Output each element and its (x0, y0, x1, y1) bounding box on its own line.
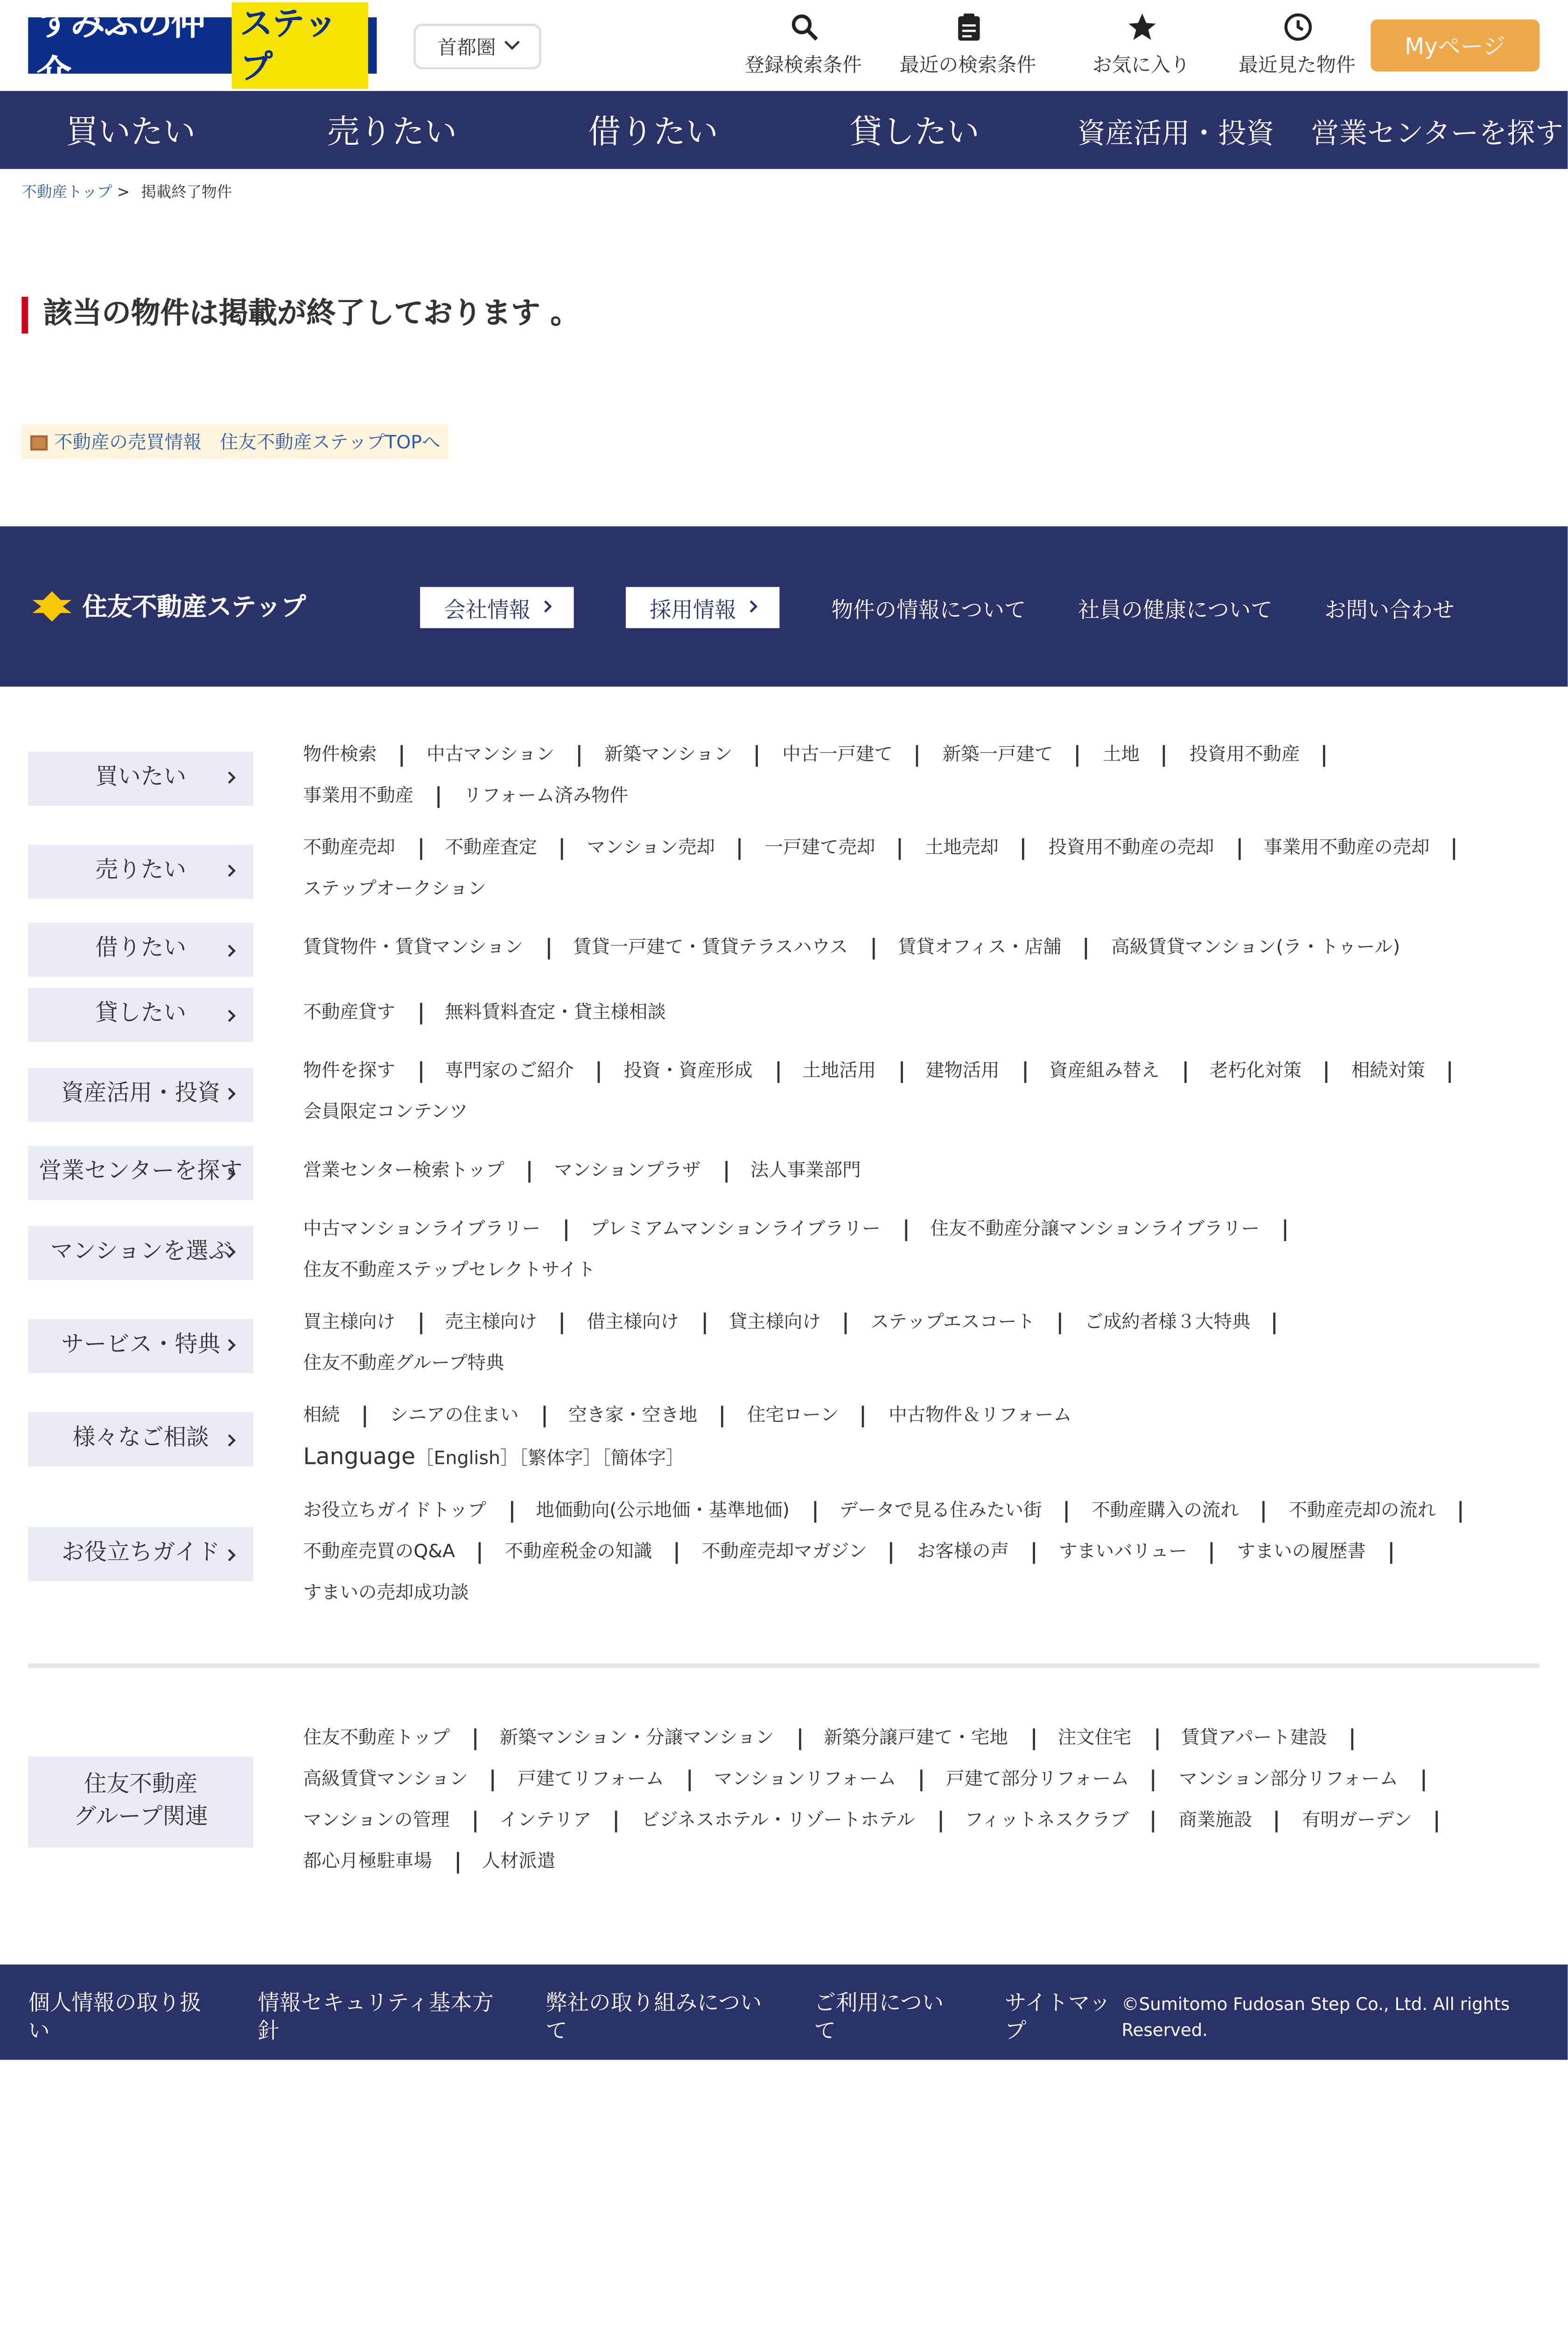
link-separator (739, 837, 741, 858)
chevron-right-icon (224, 1339, 236, 1351)
sitemap-link[interactable]: ご成約者様３大特典 (1085, 1312, 1251, 1335)
link-separator (419, 1002, 421, 1023)
sitemap-category-label: 様々なご相談 (72, 1425, 209, 1451)
chevron-down-icon (504, 35, 520, 50)
sitemap-link[interactable]: 老朽化対策 (1209, 1061, 1302, 1083)
logo-text: すみふの仲介 (36, 2, 205, 93)
sitemap-link[interactable]: 新築一戸建て (942, 745, 1053, 767)
sitemap-links (303, 1720, 1540, 1884)
link-separator (1263, 1500, 1265, 1521)
sitemap-link[interactable]: 貸主様向け (728, 1312, 821, 1335)
sitemap-category-label: 営業センターを探す (39, 1159, 243, 1185)
link-separator (473, 1810, 476, 1831)
link-separator (1022, 837, 1025, 858)
sitemap-link[interactable]: 住友不動産ステップセレクトサイト (303, 1260, 595, 1282)
sitemap-link-line (303, 1053, 1540, 1094)
link-separator (419, 1312, 421, 1333)
sitemap-link-line (303, 1211, 1540, 1252)
sitemap-link[interactable]: 賃貸アパート建設 (1181, 1728, 1327, 1750)
sitemap-link[interactable]: 一戸建て売却 (764, 838, 875, 860)
nav-rent[interactable]: 借りたい (588, 111, 719, 151)
link-separator (598, 1060, 600, 1082)
sitemap-divider (28, 1664, 1540, 1668)
sitemap-link[interactable]: 不動産売却 (303, 838, 395, 860)
site-logo[interactable] (28, 2, 377, 93)
sitemap-link-line (303, 1843, 1540, 1884)
sitemap-link[interactable]: リフォーム済み物件 (463, 786, 629, 808)
link-separator (1460, 1500, 1462, 1521)
sitemap-link[interactable]: すまいバリュー (1058, 1542, 1187, 1564)
page-title: 該当の物件は掲載が終了しております 。 (21, 297, 1568, 334)
sitemap-link[interactable]: 住友不動産分譲マンションライブラリー (930, 1219, 1260, 1241)
sitemap-link[interactable]: 借主様向け (587, 1312, 679, 1335)
sitemap-link[interactable]: 戸建て部分リフォーム (946, 1769, 1129, 1792)
sitemap-link-line (303, 1397, 1540, 1438)
sitemap-link[interactable]: 不動産税金の知識 (504, 1542, 652, 1564)
link-separator (561, 1312, 563, 1333)
security-policy-link[interactable]: 情報セキュリティ基本方針 (258, 1992, 494, 2045)
sitemap-category-label: マンションを選ぶ (50, 1237, 231, 1264)
link-separator (1023, 1060, 1026, 1082)
sitemap-links (303, 1492, 1540, 1616)
link-separator (579, 744, 581, 766)
link-separator (419, 1060, 421, 1082)
chevron-right-icon (224, 1009, 236, 1021)
sitemap-link[interactable]: 営業センター検索トップ (303, 1161, 504, 1183)
link-separator (1274, 1312, 1277, 1333)
sitemap-links (303, 1304, 1540, 1386)
sitemap-link[interactable]: 戸建てリフォーム (518, 1769, 665, 1792)
sitemap-link[interactable]: 新築マンション (604, 745, 733, 767)
sitemap-link[interactable]: ステップオークション (303, 879, 487, 901)
sitemap-link[interactable]: 建物活用 (925, 1061, 1000, 1083)
language-selector (303, 1438, 1540, 1482)
sitemap-link[interactable]: 事業用不動産の売却 (1264, 838, 1430, 860)
sitemap-link-line (303, 1533, 1540, 1575)
sitemap-row (28, 1304, 1540, 1386)
chevron-right-icon (224, 1088, 236, 1100)
link-separator (676, 1541, 678, 1562)
clipboard-icon (952, 11, 984, 43)
sitemap-link[interactable]: 賃貸一戸建て・賃貸テラスハウス (573, 938, 848, 960)
recent-search-button[interactable] (881, 11, 1054, 78)
link-separator (1085, 937, 1088, 958)
sumitomo-mark-icon (28, 591, 76, 622)
breadcrumb (0, 169, 1568, 217)
back-to-top-link[interactable] (21, 424, 449, 459)
link-separator (528, 1160, 531, 1181)
sitemap-category-label: 借りたい (95, 935, 187, 962)
link-separator (1183, 1060, 1186, 1082)
link-separator (939, 1810, 941, 1831)
sitemap-link[interactable]: ステップエスコート (870, 1312, 1035, 1335)
sitemap-link[interactable]: 注文住宅 (1057, 1728, 1132, 1750)
logo-badge: ステップ (231, 2, 368, 89)
sitemap-link[interactable]: 無料賃料査定・貸主様相談 (445, 1003, 666, 1025)
sitemap-link-line (303, 1152, 1540, 1193)
link-separator (845, 1312, 847, 1333)
sitemap-link-line (303, 1761, 1540, 1802)
search-icon (787, 11, 820, 43)
saved-search-button[interactable] (728, 11, 879, 78)
link-separator (479, 1541, 481, 1562)
chevron-right-icon (745, 600, 757, 612)
header-icons (745, 11, 1373, 78)
chevron-right-icon (224, 1433, 236, 1445)
sitemap-link-line (303, 871, 1540, 912)
sitemap-link-line (303, 1720, 1540, 1761)
link-separator (456, 1851, 458, 1872)
nav-office-search[interactable]: 営業センターを探す (1311, 118, 1563, 151)
sitemap-link[interactable]: 資産組み替え (1049, 1061, 1160, 1083)
sitemap-links (303, 737, 1540, 819)
sitemap-category-button[interactable] (28, 1225, 253, 1279)
sitemap-row (28, 737, 1540, 819)
saved-search-label: 登録検索条件 (745, 56, 862, 78)
sitemap-link[interactable]: 不動産貸す (303, 1003, 395, 1025)
link-separator (1325, 1060, 1328, 1082)
sitemap-link-line (303, 1492, 1540, 1533)
link-separator (1238, 837, 1240, 858)
link-separator (917, 744, 919, 766)
sitemap-link[interactable]: 相続対策 (1351, 1061, 1425, 1083)
link-separator (542, 1405, 545, 1426)
global-nav (0, 91, 1568, 169)
link-separator (1155, 1727, 1158, 1749)
sitemap-link[interactable]: 住友不動産グループ特典 (303, 1354, 504, 1376)
sitemap-link[interactable]: 新築分譲戸建て・宅地 (824, 1728, 1008, 1750)
sitemap-link[interactable]: お客様の声 (917, 1542, 1009, 1564)
link-separator (721, 1405, 723, 1426)
sitemap-link[interactable]: お役立ちガイドトップ (303, 1501, 486, 1523)
sitemap-category-label: 買いたい (95, 763, 187, 790)
sitemap-link[interactable]: ビジネスホテル・リゾートホテル (641, 1811, 915, 1833)
sitemap (0, 687, 1568, 1884)
sitemap-link[interactable]: 中古物件＆リフォーム (889, 1406, 1072, 1427)
chevron-right-icon (224, 1548, 236, 1560)
sitemap-link[interactable]: 不動産査定 (445, 838, 537, 860)
sitemap-link[interactable]: 空き家・空き地 (568, 1406, 698, 1427)
link-separator (1351, 1727, 1353, 1749)
contact-link[interactable]: お問い合わせ (1324, 598, 1455, 623)
region-label: 首都圏 (437, 38, 496, 60)
link-separator (1390, 1541, 1392, 1562)
sitemap-category-label: サービス・特典 (61, 1331, 221, 1357)
link-separator (777, 1060, 779, 1082)
link-separator (1453, 837, 1456, 858)
link-separator (1422, 1769, 1424, 1790)
sitemap-link[interactable]: サイトマップ (1004, 1992, 1111, 2045)
region-select[interactable] (413, 23, 541, 68)
nav-sell[interactable]: 売りたい (327, 111, 457, 151)
link-separator (510, 1500, 512, 1521)
sitemap-link-line (303, 1094, 1540, 1135)
sitemap-links (303, 994, 1540, 1035)
link-separator (1153, 1810, 1155, 1831)
group-sitemap-row (28, 1720, 1540, 1884)
sitemap-row (28, 1146, 1540, 1200)
sitemap-link[interactable]: 賃貸物件・賃貸マンション (303, 938, 524, 960)
link-separator (474, 1727, 476, 1749)
sitemap-link[interactable]: マンションの管理 (303, 1811, 450, 1833)
sitemap-link[interactable]: 売主様向け (445, 1312, 537, 1335)
sitemap-link[interactable]: 買主様向け (303, 1312, 395, 1335)
sitemap-link[interactable]: 中古一戸建て (782, 745, 893, 767)
sitemap-row (28, 1397, 1540, 1482)
link-separator (904, 1218, 907, 1240)
footer-logo-text: 住友不動産ステップ (82, 591, 306, 622)
link-separator (1163, 744, 1166, 766)
sitemap-link[interactable]: 土地 (1103, 745, 1140, 767)
link-separator (703, 1312, 705, 1333)
link-separator (1276, 1810, 1278, 1831)
sitemap-link[interactable]: プレミアムマンションライブラリー (590, 1219, 881, 1241)
sitemap-links (303, 1211, 1540, 1293)
link-separator (1436, 1810, 1438, 1831)
link-separator (813, 1500, 816, 1521)
sitemap-link[interactable]: すまいの売却成功談 (303, 1583, 469, 1605)
sitemap-link[interactable]: 専門家のご紹介 (445, 1061, 574, 1083)
link-separator (1059, 1312, 1061, 1333)
sitemap-link-line (303, 830, 1540, 871)
sitemap-category-button[interactable] (28, 844, 253, 898)
sitemap-category-button[interactable] (28, 988, 253, 1042)
house-icon (30, 434, 48, 449)
sitemap-link[interactable]: 事業用不動産 (303, 786, 414, 808)
footer-bottom-bar (0, 1964, 1568, 2060)
link-separator (1066, 1500, 1068, 1521)
link-separator (688, 1769, 690, 1790)
recently-viewed-label: 最近見た物件 (1239, 56, 1356, 78)
link-separator (1211, 1541, 1213, 1562)
recruit-label: 採用情報 (650, 598, 736, 623)
sitemap-link[interactable]: 不動産売却マガジン (702, 1542, 868, 1564)
link-separator (547, 937, 549, 958)
sitemap-link[interactable]: インテリア (499, 1811, 592, 1833)
sitemap-link-line (303, 994, 1540, 1035)
terms-link[interactable]: ご利用について (814, 1992, 944, 2045)
link-separator (1153, 1769, 1155, 1790)
link-separator (615, 1810, 617, 1831)
sitemap-link[interactable]: マンションプラザ (554, 1161, 701, 1183)
recently-viewed-button[interactable] (1221, 11, 1373, 78)
sitemap-row (28, 830, 1540, 912)
sitemap-row (28, 1492, 1540, 1616)
sitemap-category-button[interactable] (28, 1146, 253, 1200)
sitemap-link[interactable]: 相続 (303, 1406, 340, 1427)
sitemap-link[interactable]: 新築マンション・分譲マンション (499, 1728, 774, 1750)
sitemap-link[interactable]: 投資・資産形成 (623, 1061, 753, 1083)
site-header (0, 0, 1568, 91)
link-separator (1032, 1727, 1034, 1749)
sitemap-link[interactable]: 投資用不動産 (1189, 745, 1300, 767)
link-separator (899, 837, 901, 858)
language-options[interactable]: ［English］［繁体字］［簡体字］ (415, 1449, 685, 1471)
sitemap-link-line (303, 1802, 1540, 1843)
link-separator (1033, 1541, 1035, 1562)
mypage-button[interactable]: Myページ (1371, 20, 1540, 71)
sitemap-link[interactable]: 土地売却 (925, 838, 999, 860)
sitemap-category-label: 売りたい (95, 857, 187, 883)
sitemap-link[interactable]: 土地活用 (802, 1061, 876, 1083)
sitemap-link[interactable]: 物件を探す (303, 1061, 395, 1083)
link-separator (400, 744, 403, 766)
language-label: Language (303, 1444, 416, 1471)
sitemap-link[interactable]: 高級賃貸マンション(ラ・トゥール) (1111, 938, 1400, 960)
nav-lease[interactable]: 貸したい (849, 111, 980, 151)
footer-band (0, 527, 1568, 687)
footer-logo[interactable] (28, 589, 420, 624)
sitemap-link[interactable]: 地価動向(公示地価・基準地価) (536, 1501, 790, 1523)
sitemap-link[interactable]: 法人事業部門 (750, 1161, 861, 1183)
privacy-link[interactable]: 個人情報の取り扱い (28, 1992, 202, 2045)
link-separator (419, 837, 421, 858)
sitemap-category-label: 住友不動産 グループ関連 (73, 1772, 208, 1830)
sitemap-link[interactable]: データで見る住みたい街 (839, 1501, 1042, 1523)
sitemap-link[interactable]: マンション売却 (587, 838, 715, 860)
sitemap-link[interactable]: 不動産購入の流れ (1092, 1501, 1239, 1523)
star-icon (1125, 11, 1157, 43)
nav-buy[interactable]: 買いたい (65, 111, 196, 151)
clock-icon (1281, 11, 1314, 43)
link-separator (920, 1769, 923, 1790)
initiatives-link[interactable]: 弊社の取り組みについて (546, 1992, 762, 2045)
sitemap-link[interactable]: 投資用不動産の売却 (1048, 838, 1214, 860)
recent-search-label: 最近の検索条件 (899, 56, 1036, 78)
chevron-right-icon (224, 944, 236, 956)
sitemap-link[interactable]: マンション部分リフォーム (1179, 1769, 1398, 1792)
back-to-top-label: 不動産の売買情報 住友不動産ステップTOPへ (54, 433, 441, 455)
sitemap-links (303, 1053, 1540, 1135)
sitemap-row (28, 1211, 1540, 1293)
sitemap-link[interactable]: 物件検索 (303, 745, 377, 767)
sitemap-link[interactable]: 不動産売却の流れ (1288, 1501, 1436, 1523)
sitemap-link-line (303, 929, 1540, 970)
nav-investment[interactable]: 資産活用・投資 (1077, 118, 1274, 151)
chevron-right-icon (224, 772, 236, 784)
sitemap-link-line (303, 1575, 1540, 1616)
breadcrumb-home[interactable]: 不動産トップ (21, 184, 112, 202)
link-separator (561, 837, 563, 858)
sitemap-link-line (303, 1345, 1540, 1386)
sitemap-link-line (303, 737, 1540, 778)
breadcrumb-separator: > (117, 184, 130, 202)
sitemap-link[interactable]: 不動産売買のQ&A (303, 1542, 455, 1564)
property-info-link[interactable]: 物件の情報について (831, 598, 1026, 623)
link-separator (863, 1405, 865, 1426)
sitemap-category-label: 資産活用・投資 (61, 1080, 221, 1106)
sitemap-link[interactable]: 賃貸オフィス・店舗 (897, 938, 1062, 960)
link-separator (1449, 1060, 1451, 1082)
link-separator (756, 744, 759, 766)
link-separator (1283, 1218, 1286, 1240)
sitemap-links (303, 1152, 1540, 1193)
link-separator (891, 1541, 893, 1562)
link-separator (437, 785, 440, 807)
sitemap-category-button[interactable] (28, 923, 253, 977)
recruit-button[interactable] (626, 586, 779, 627)
sitemap-category-button[interactable] (28, 1527, 253, 1581)
link-separator (1324, 744, 1326, 766)
favorites-label: お気に入り (1092, 56, 1190, 78)
sitemap-link[interactable]: 商業施設 (1178, 1811, 1253, 1833)
copyright: ©Sumitomo Fudosan Step Co., Ltd. All rights Reserved. (1121, 1995, 1510, 2040)
breadcrumb-current: 掲載終了物件 (141, 184, 232, 202)
chevron-right-icon (539, 600, 552, 612)
sitemap-category-button[interactable] (28, 1757, 253, 1848)
company-info-label: 会社情報 (444, 598, 531, 623)
sitemap-link[interactable]: 会員限定コンテンツ (303, 1102, 468, 1125)
sitemap-link[interactable]: シニアの住まい (390, 1406, 519, 1427)
sitemap-category-button[interactable] (28, 1412, 253, 1466)
link-separator (798, 1727, 800, 1749)
employee-health-link[interactable]: 社員の健康について (1078, 598, 1273, 623)
link-separator (724, 1160, 727, 1181)
sitemap-category-label: お役立ちガイド (61, 1540, 220, 1566)
link-separator (364, 1405, 366, 1426)
link-separator (1077, 744, 1079, 766)
sitemap-category-button[interactable] (28, 1318, 253, 1372)
sitemap-category-button[interactable] (28, 751, 253, 805)
link-separator (900, 1060, 902, 1082)
sitemap-link[interactable]: マンションリフォーム (714, 1769, 896, 1792)
sitemap-link[interactable]: 中古マンションライブラリー (303, 1219, 541, 1241)
sitemap-link-line (303, 1252, 1540, 1293)
link-separator (564, 1218, 567, 1240)
chevron-right-icon (224, 865, 236, 877)
sitemap-link[interactable]: すまいの履歴書 (1237, 1542, 1366, 1564)
sitemap-link[interactable]: 有明ガーデン (1302, 1811, 1413, 1833)
sitemap-link[interactable]: 都心月極駐車場 (303, 1852, 432, 1874)
sitemap-link[interactable]: 住宅ローン (747, 1406, 839, 1427)
link-separator (492, 1769, 494, 1790)
sitemap-link-line (303, 1304, 1540, 1345)
sitemap-row (28, 988, 1540, 1042)
link-separator (872, 937, 874, 958)
sitemap-link[interactable]: 高級賃貸マンション (303, 1769, 468, 1792)
sitemap-link[interactable]: 中古マンション (427, 745, 555, 767)
favorites-button[interactable] (1076, 11, 1206, 78)
sitemap-row (28, 923, 1540, 977)
sitemap-row (28, 1053, 1540, 1135)
sitemap-links (303, 929, 1540, 970)
sitemap-category-button[interactable] (28, 1067, 253, 1121)
sitemap-link[interactable]: フィットネスクラブ (965, 1811, 1129, 1833)
sitemap-link[interactable]: 人材派遣 (482, 1852, 556, 1874)
sitemap-links (303, 830, 1540, 912)
sitemap-link-line (303, 778, 1540, 819)
sitemap-link[interactable]: 住友不動産トップ (303, 1728, 450, 1750)
company-info-button[interactable] (420, 586, 574, 627)
sitemap-category-label: 貸したい (95, 1000, 187, 1027)
sitemap-links (303, 1397, 1540, 1482)
